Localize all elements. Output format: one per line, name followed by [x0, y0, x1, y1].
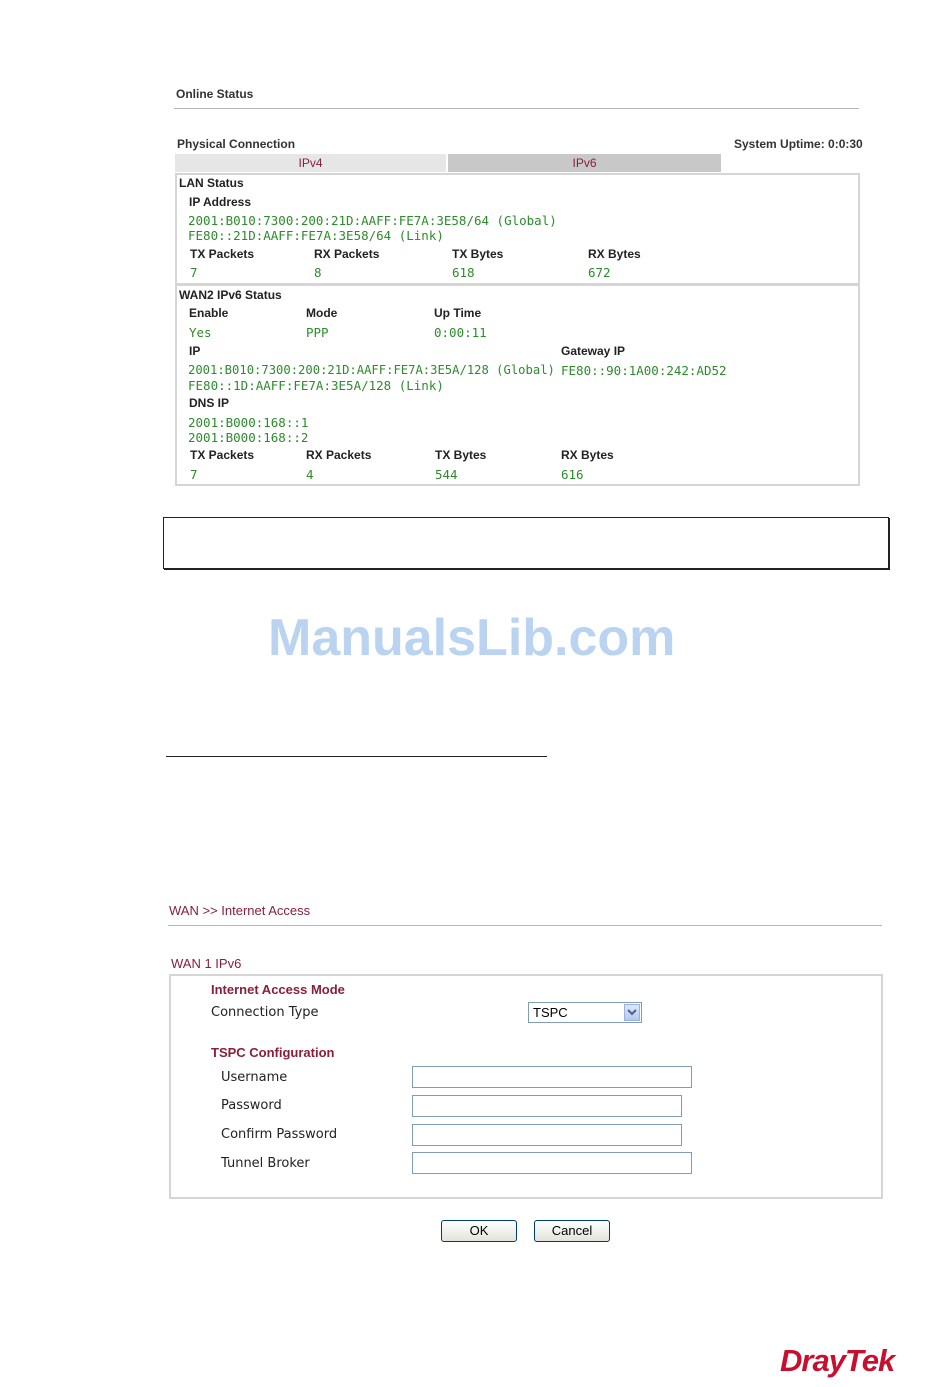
- draytek-logo: DrayTek: [780, 1343, 895, 1378]
- cancel-button[interactable]: Cancel: [534, 1220, 610, 1242]
- wan2-enable-value: Yes: [189, 325, 212, 340]
- wan2-gateway-value: FE80::90:1A00:242:AD52: [561, 363, 727, 378]
- wan2-ip-label: IP: [189, 344, 201, 358]
- wan2-rx-bytes-label: RX Bytes: [561, 448, 614, 462]
- wan2-mode-value: PPP: [306, 325, 329, 340]
- section-rule: [166, 756, 547, 757]
- wan2-dns-2: 2001:B000:168::2: [188, 430, 309, 445]
- system-uptime: System Uptime: 0:0:30: [734, 137, 863, 151]
- chevron-down-icon[interactable]: [624, 1004, 640, 1021]
- note-box: [163, 517, 889, 569]
- breadcrumb: WAN >> Internet Access: [169, 903, 311, 918]
- internet-access-mode-heading: Internet Access Mode: [211, 982, 345, 997]
- tab-ipv4[interactable]: IPv4: [175, 154, 446, 172]
- wan2-rx-packets-label: RX Packets: [306, 448, 372, 462]
- wan2-dns-1: 2001:B000:168::1: [188, 415, 309, 430]
- connection-type-select[interactable]: [528, 1002, 642, 1023]
- connection-type-value: TSPC: [533, 1005, 568, 1020]
- wan2-gateway-label: Gateway IP: [561, 344, 626, 358]
- lan-tx-packets-label: TX Packets: [190, 247, 255, 261]
- lan-ip-link: FE80::21D:AAFF:FE7A:3E58/64 (Link): [188, 228, 444, 243]
- tunnel-broker-label: Tunnel Broker: [221, 1156, 310, 1171]
- password-input[interactable]: [412, 1095, 682, 1117]
- tunnel-broker-input[interactable]: [412, 1152, 692, 1174]
- physical-connection-label: Physical Connection: [177, 137, 296, 151]
- lan-status-heading: LAN Status: [179, 176, 244, 190]
- username-input[interactable]: [412, 1066, 692, 1088]
- wan2-status-heading: WAN2 IPv6 Status: [179, 288, 282, 302]
- wan2-rx-bytes-value: 616: [561, 467, 584, 482]
- title-divider: [174, 108, 859, 109]
- lan-ip-label: IP Address: [189, 195, 252, 209]
- wan2-rx-packets-value: 4: [306, 467, 314, 482]
- watermark: ManualsLib.com: [268, 609, 676, 667]
- lan-tx-bytes-label: TX Bytes: [452, 247, 504, 261]
- lan-rx-bytes-value: 672: [588, 265, 611, 280]
- lan-tx-packets-value: 7: [190, 265, 198, 280]
- ok-button[interactable]: OK: [441, 1220, 517, 1242]
- wan2-tx-packets-label: TX Packets: [190, 448, 255, 462]
- wan2-mode-label: Mode: [306, 306, 338, 320]
- username-label: Username: [221, 1070, 288, 1085]
- section-title: WAN 1 IPv6: [171, 956, 242, 971]
- lan-ip-global: 2001:B010:7300:200:21D:AAFF:FE7A:3E58/64 (Global): [188, 213, 557, 228]
- connection-type-label: Connection Type: [211, 1005, 319, 1020]
- wan2-enable-label: Enable: [189, 306, 229, 320]
- wan2-tx-packets-value: 7: [190, 467, 198, 482]
- tspc-config-heading: TSPC Configuration: [211, 1045, 335, 1060]
- wan2-tx-bytes-label: TX Bytes: [435, 448, 487, 462]
- tab-ipv6[interactable]: IPv6: [448, 154, 721, 172]
- wan2-uptime-label: Up Time: [434, 306, 482, 320]
- password-label: Password: [221, 1098, 282, 1113]
- lan-rx-packets-label: RX Packets: [314, 247, 380, 261]
- online-status-title: Online Status: [176, 87, 254, 101]
- wan2-dns-label: DNS IP: [189, 396, 230, 410]
- confirm-password-input[interactable]: [412, 1124, 682, 1146]
- wan2-ip-global: 2001:B010:7300:200:21D:AAFF:FE7A:3E5A/128 (Global): [188, 363, 555, 377]
- confirm-password-label: Confirm Password: [221, 1127, 338, 1142]
- lan-rx-packets-value: 8: [314, 265, 322, 280]
- lan-rx-bytes-label: RX Bytes: [588, 247, 641, 261]
- wan2-tx-bytes-value: 544: [435, 467, 458, 482]
- lan-tx-bytes-value: 618: [452, 265, 475, 280]
- wan2-ip-link: FE80::1D:AAFF:FE7A:3E5A/128 (Link): [188, 378, 444, 393]
- breadcrumb-divider: [168, 925, 882, 926]
- wan2-uptime-value: 0:00:11: [434, 325, 487, 340]
